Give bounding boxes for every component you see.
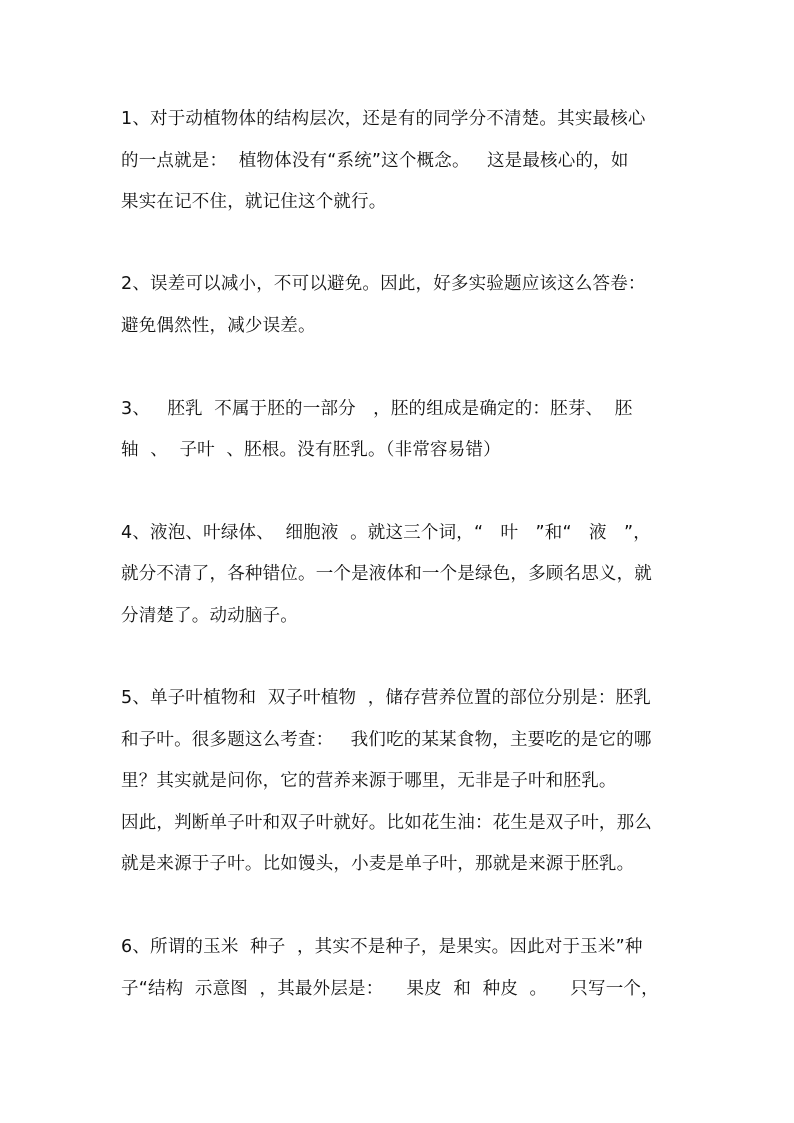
text-line: 2、误差可以减小，不可以避免。因此，好多实验题应该这么答卷： [121, 274, 646, 294]
text-line: 果实在记不住，就记住这个就行。 [121, 192, 387, 212]
text-line: 分清楚了。动动脑子。 [121, 606, 298, 626]
text-line: 1、对于动植物体的结构层次，还是有的同学分不清楚。其实最核心 [121, 109, 646, 129]
text-line: 5、单子叶植物和 双子叶植物 ，储存营养位置的部位分别是：胚乳 [121, 688, 651, 708]
text-line: 6、所谓的玉米 种子 ，其实不是种子，是果实。因此对于玉米”种 [121, 937, 643, 957]
text-line: 避免偶然性，减少误差。 [121, 316, 316, 336]
text-line: 4、液泡、叶绿体、 细胞液 。就这三个词，“ 叶 ”和“ 液 ”， [121, 523, 652, 543]
text-line: 轴 、 子叶 、胚根。没有胚乳。（非常容易错） [121, 440, 501, 460]
text-line: 3、 胚乳 不属于胚的一部分 ，胚的组成是确定的：胚芽、 胚 [121, 399, 633, 419]
text-line: 子“结构 示意图 ，其最外层是： 果皮 和 种皮 。 只写一个， [121, 979, 659, 999]
text-line: 因此，判断单子叶和双子叶就好。比如花生油：花生是双子叶，那么 [121, 813, 652, 833]
text-line: 就是来源于子叶。比如馒头，小麦是单子叶，那就是来源于胚乳。 [121, 854, 635, 874]
text-line: 的一点就是： 植物体没有“系统”这个概念。 这是最核心的，如 [121, 151, 629, 171]
text-line: 里？其实就是问你，它的营养来源于哪里，无非是子叶和胚乳。 [121, 771, 617, 791]
text-line: 和子叶。很多题这么考查： 我们吃的某某食物，主要吃的是它的哪 [121, 730, 652, 750]
text-line: 就分不清了，各种错位。一个是液体和一个是绿色，多顾名思义，就 [121, 564, 652, 584]
